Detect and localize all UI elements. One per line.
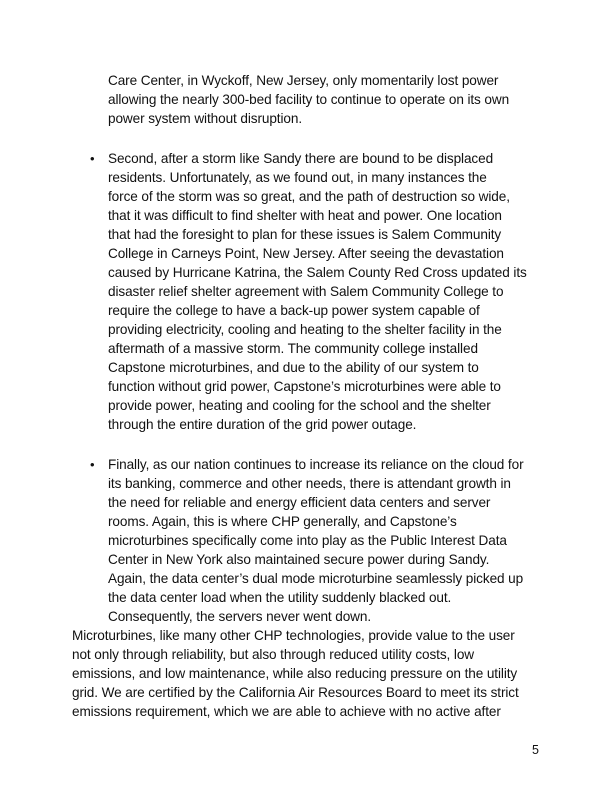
text-line: allowing the nearly 300-bed facility to continue to operate on its own — [108, 92, 510, 107]
text-line: Care Center, in Wyckoff, New Jersey, only momentarily lost power — [108, 73, 499, 88]
text-line: require the college to have a back-up power system capable of — [108, 303, 480, 318]
text-line: Consequently, the servers never went down. — [108, 609, 372, 624]
text-line: Microturbines, like many other CHP technologies, provide value to the user — [72, 628, 515, 643]
text-line: that it was difficult to find shelter with heat and power. One location — [108, 208, 502, 223]
text-line: emissions, and low maintenance, while also reducing pressure on the utility — [72, 666, 518, 681]
text-line: aftermath of a massive storm. The community college installed — [108, 341, 478, 356]
text-line: microturbines specifically come into play as the Public Interest Data — [108, 533, 507, 548]
bullet-icon: • — [90, 151, 95, 166]
text-line: function without grid power, Capstone’s microturbines were able to — [108, 379, 501, 394]
text-line: that had the foresight to plan for these issues is Salem Community — [108, 227, 502, 242]
text-line: grid. We are certified by the California Air Resources Board to meet its strict — [72, 685, 519, 700]
text-line: not only through reliability, but also through reduced utility costs, low — [72, 647, 474, 662]
text-line: caused by Hurricane Katrina, the Salem County Red Cross updated its — [108, 265, 527, 280]
text-line: the need for reliable and energy efficient data centers and server — [108, 495, 491, 510]
text-line: Center in New York also maintained secure power during Sandy. — [108, 552, 490, 567]
text-line: College in Carneys Point, New Jersey. After seeing the devastation — [108, 246, 504, 261]
text-line: its banking, commerce and other needs, there is attendant growth in — [108, 476, 511, 491]
page-number: 5 — [532, 743, 539, 757]
text-line: providing electricity, cooling and heating to the shelter facility in the — [108, 322, 502, 337]
text-line: provide power, heating and cooling for the school and the shelter — [108, 398, 491, 413]
text-line: force of the storm was so great, and the path of destruction so wide, — [108, 189, 510, 204]
text-line: through the entire duration of the grid power outage. — [108, 417, 417, 432]
bullet-icon: • — [90, 457, 95, 472]
text-line: Capstone microturbines, and due to the ability of our system to — [108, 360, 479, 375]
text-line: emissions requirement, which we are able to achieve with no active after — [72, 704, 501, 719]
text-line: Again, the data center’s dual mode microturbine seamlessly picked up — [108, 571, 524, 586]
text-line: disaster relief shelter agreement with Salem Community College to — [108, 284, 504, 299]
text-line: power system without disruption. — [108, 111, 302, 126]
text-line: residents. Unfortunately, as we found out, in many instances the — [108, 170, 487, 185]
text-line: Second, after a storm like Sandy there are bound to be displaced — [108, 151, 494, 166]
text-line: rooms. Again, this is where CHP generally, and Capstone’s — [108, 514, 457, 529]
text-line: the data center load when the utility suddenly blacked out. — [108, 590, 452, 605]
text-line: Finally, as our nation continues to increase its reliance on the cloud for — [108, 457, 524, 472]
